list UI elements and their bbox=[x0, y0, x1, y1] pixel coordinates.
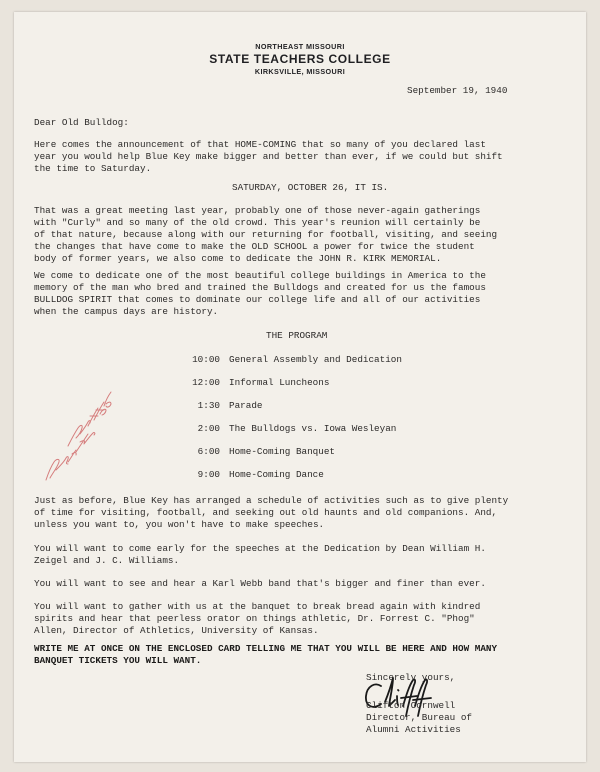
event-date: SATURDAY, OCTOBER 26, IT IS. bbox=[232, 182, 389, 193]
paragraph-speeches bbox=[34, 543, 486, 567]
text-line: You will want to see and hear a Karl Webb band that's bigger and finer than ever. bbox=[34, 578, 486, 589]
text-line: Allen, Director of Athletics, University of Kansas. bbox=[34, 625, 319, 636]
text-line: with "Curly" and so many of the old crowd. This year's reunion will certainly be bbox=[34, 217, 481, 228]
text-line: of time for visiting, football, and seeking out old haunts and old companions. And, bbox=[34, 507, 498, 518]
paragraph-dedication bbox=[34, 270, 486, 318]
paragraph-announcement bbox=[34, 139, 503, 175]
text-line: You will want to come early for the speeches at the Dedication by Dean William H. bbox=[34, 543, 486, 554]
paragraph-last-year bbox=[34, 205, 497, 265]
program-time: 9:00 bbox=[197, 469, 220, 480]
text-line: unless you want to, you won't have to make speeches. bbox=[34, 519, 325, 530]
text-line: when the campus days are history. bbox=[34, 306, 219, 317]
paragraph-schedule bbox=[34, 495, 508, 531]
text-line: year you would help Blue Key make bigger and better than ever, if we could but shift bbox=[34, 151, 503, 162]
handwritten-margin-note bbox=[38, 382, 118, 492]
salutation: Dear Old Bulldog: bbox=[34, 117, 129, 128]
program-time: 6:00 bbox=[197, 446, 220, 457]
program-time: 10:00 bbox=[192, 354, 220, 365]
text-line: Zeigel and J. C. Williams. bbox=[34, 555, 180, 566]
text-line: spirits and hear that peerless orator on things athletic, Dr. Forrest C. "Phog" bbox=[34, 613, 475, 624]
text-line: WRITE ME AT ONCE ON THE ENCLOSED CARD TELLING ME THAT YOU WILL BE HERE AND HOW MANY bbox=[34, 643, 498, 654]
program-event: General Assembly and Dedication bbox=[229, 354, 402, 365]
text-line: of that nature, because along with our returning for football, visiting, and seeing bbox=[34, 229, 498, 240]
program-time: 1:30 bbox=[197, 400, 220, 411]
letterhead-city: KIRKSVILLE, MISSOURI bbox=[254, 67, 346, 76]
paragraph-call-to-action bbox=[34, 643, 497, 667]
program-event: Informal Luncheons bbox=[229, 377, 330, 388]
program-event: Parade bbox=[229, 400, 263, 411]
text-line: Just as before, Blue Key has arranged a schedule of activities such as to give plenty bbox=[34, 495, 509, 506]
text-line: We come to dedicate one of the most beautiful college buildings in America to the bbox=[34, 270, 486, 281]
text-line: Here comes the announcement of that HOME-COMING that so many of you declared last bbox=[34, 139, 486, 150]
program-event: Home-Coming Dance bbox=[229, 469, 324, 480]
letterhead-college: STATE TEACHERS COLLEGE bbox=[209, 52, 391, 66]
paragraph-band bbox=[34, 578, 486, 590]
program-time: 2:00 bbox=[197, 423, 220, 434]
program-event: Home-Coming Banquet bbox=[229, 446, 336, 457]
text-line: the time to Saturday. bbox=[34, 163, 152, 174]
signer-title-line1: Director, Bureau of bbox=[366, 712, 473, 723]
program-title: THE PROGRAM bbox=[266, 330, 328, 341]
text-line: That was a great meeting last year, probably one of those never-again gatherings bbox=[34, 205, 481, 216]
program-time: 12:00 bbox=[192, 377, 220, 388]
text-line: memory of the man who bred and trained the Bulldogs and created for us the famous bbox=[34, 282, 486, 293]
paragraph-banquet bbox=[34, 601, 480, 637]
text-line: the changes that have come to make the OLD SCHOOL a power for twice the student bbox=[34, 241, 475, 252]
text-line: BULLDOG SPIRIT that comes to dominate our college life and all of our activities bbox=[34, 294, 481, 305]
text-line: You will want to gather with us at the banquet to break bread again with kindred bbox=[34, 601, 481, 612]
signer-title-line2: Alumni Activities bbox=[366, 724, 461, 735]
program-event: The Bulldogs vs. Iowa Wesleyan bbox=[229, 423, 397, 434]
text-line: body of former years, we also come to dedicate the JOHN R. KIRK MEMORIAL. bbox=[34, 253, 442, 264]
letter-date: September 19, 1940 bbox=[407, 85, 508, 96]
text-line: BANQUET TICKETS YOU WILL WANT. bbox=[34, 655, 202, 666]
valediction: Sincerely yours, bbox=[366, 672, 456, 683]
signer-name: Clifton Cornwell bbox=[366, 700, 456, 711]
letter-page bbox=[14, 12, 586, 762]
letterhead-region: NORTHEAST MISSOURI bbox=[255, 42, 345, 51]
